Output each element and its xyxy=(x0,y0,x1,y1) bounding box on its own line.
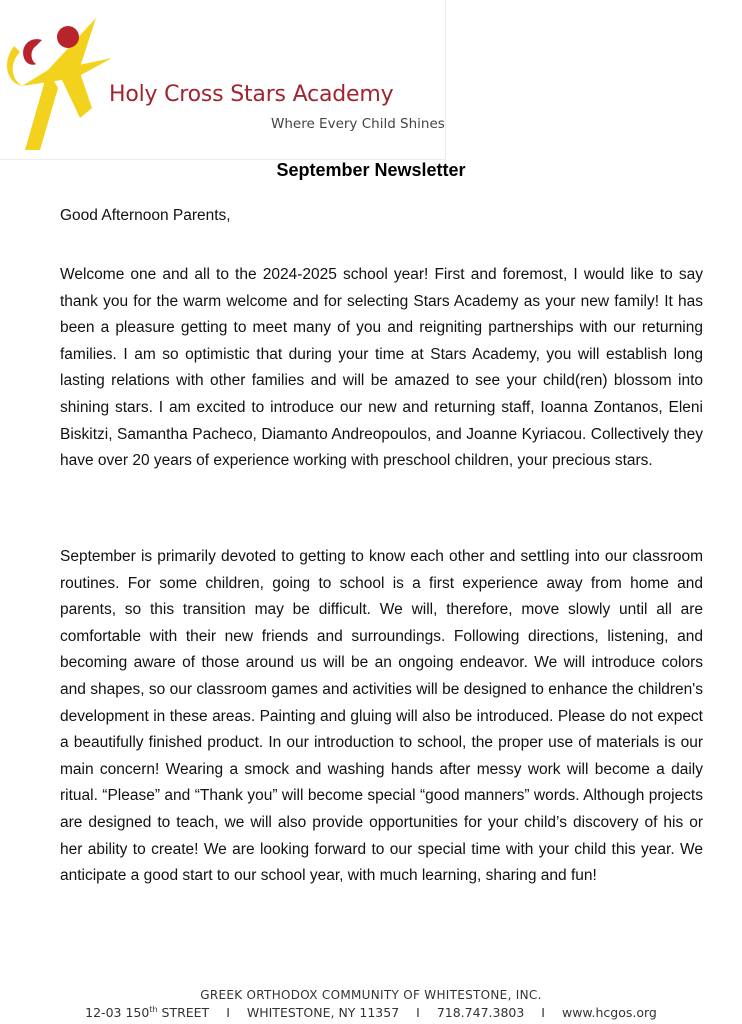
footer-separator: I xyxy=(541,1005,545,1021)
paragraph-september: September is primarily devoted to getting to know each other and settling into our classroom routines. For some children, going to school is a first experience away from home and parents, so this transition may be difficult. We will, therefore, move slowly until all are comfortable with their new friends and surroundings. Following directions, listening, and becoming aware of those around us will be an ongoing endeavor. We will introduce colors and shapes, so our classroom games and activities will be designed to enhance the children's development in these areas. Painting and gluing will also be introduced. Please do not expect a beautifully finished product. In our introduction to school, the proper use of materials is our main concern! Wearing a smock and washing hands after messy work will become a daily ritual. “Please” and “Thank you” will become special “good manners” words. Although projects are designed to teach, we will also provide opportunities for your child’s discovery of his or her ability to create! We are looking forward to our special time with your child this year. We anticipate a good start to our school year, with much learning, sharing and fun! xyxy=(60,548,703,885)
footer-separator: I xyxy=(226,1005,230,1021)
footer-address: 12-03 150th STREET xyxy=(85,1005,210,1021)
greeting: Good Afternoon Parents, xyxy=(60,207,231,224)
star-child-logo-icon xyxy=(0,0,112,150)
footer-website[interactable]: www.hcgos.org xyxy=(561,1005,657,1021)
school-tagline: Where Every Child Shines xyxy=(271,116,445,132)
footer-phone: 718.747.3803 xyxy=(436,1005,525,1021)
school-name: Holy Cross Stars Academy xyxy=(109,82,394,107)
footer-city: WHITESTONE, NY 11357 xyxy=(246,1005,400,1021)
footer-organization: GREEK ORTHODOX COMMUNITY OF WHITESTONE, INC. xyxy=(200,988,542,1002)
footer-separator: I xyxy=(416,1005,420,1021)
newsletter-title: September Newsletter xyxy=(276,160,466,180)
footer-contact xyxy=(0,1005,742,1020)
paragraph-welcome: Welcome one and all to the 2024-2025 school year! First and foremost, I would like to say thank you for the warm welcome and for selecting Stars Academy as your new family! It has been a pleasure getting to meet many of you and reigniting partnerships with our returning families. I am so optimistic that during your time at Stars Academy, you will establish long lasting relations with other families and will be amazed to see your child(ren) blossom into shining stars. I am excited to introduce our new and returning staff, Ioanna Zontanos, Eleni Biskitzi, Samantha Pacheco, Diamanto Andreopoulos, and Joanne Kyriacou. Collectively they have over 20 years of experience working with preschool children, your precious stars. xyxy=(60,266,703,470)
letterhead xyxy=(0,0,446,160)
